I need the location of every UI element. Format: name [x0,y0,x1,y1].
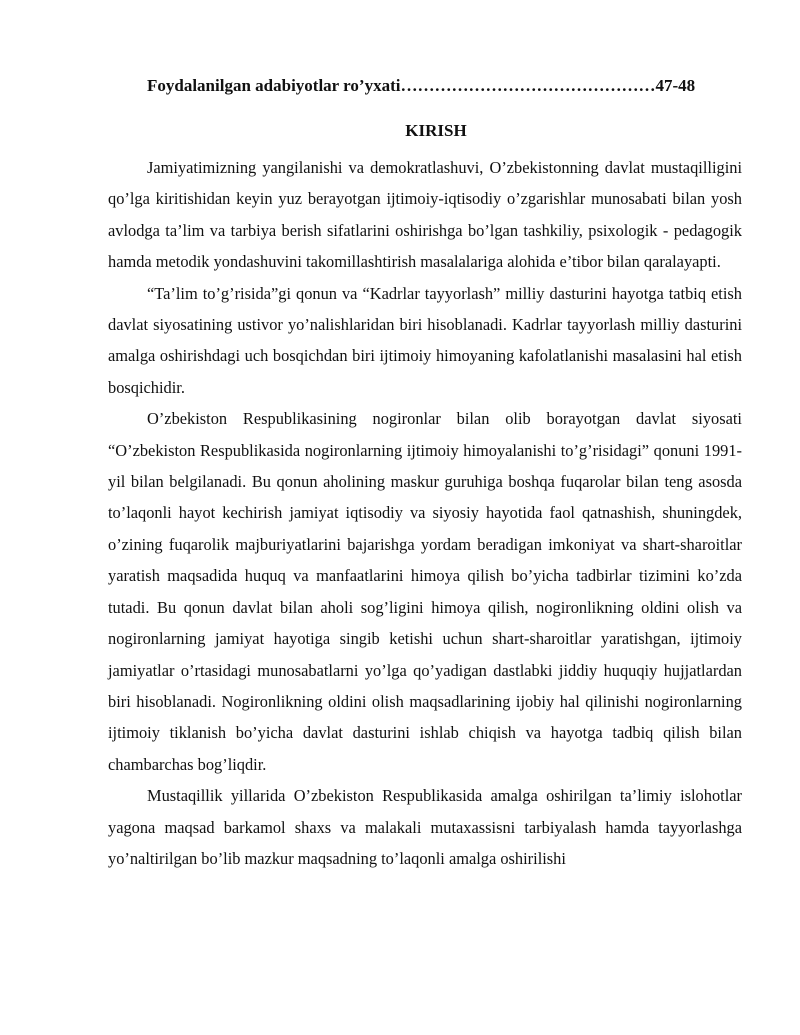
paragraph-1: Jamiyatimizning yangilanishi va demokratlashuvi, O’zbekistonning davlat mustaqilligini qo’lga kiritishidan keyin yuz berayotgan ijtimoiy-iqtisodiy o’zgarishlar munosabati bilan yosh avlodga ta’lim va tarbiya berish sifatlarini oshirishga bo’lgan tashkiliy, psixologik - pedagogik hamda metodik yondashuvini takomillashtirish masalalariga alohida e’tibor bilan qaralayapti. [108,158,742,272]
paragraph-2: “Ta’lim to’g’risida”gi qonun va “Kadrlar tayyorlash” milliy dasturini hayotga tatbiq etish davlat siyosatining ustivor yo’nalishlaridan biri hisoblanadi. Kadrlar tayyorlash milliy dasturini amalga oshirishdagi uch bosqichdan biri ijtimoiy himoyaning kafolatlanishi masalasini hal etish bosqichidir. [108,283,742,397]
section-heading: KIRISH [405,121,467,140]
document-page [108,70,742,874]
paragraph-3: O’zbekiston Respublikasining nogironlar bilan olib borayotgan davlat siyosati “O’zbekiston Respublikasida nogironlarning ijtimoiy himoyalanishi to’g’risidagi” qonuni 1991-yil bilan belgilanadi. Bu qonun aholining maskur guruhiga boshqa fuqarolar bilan teng asosda to’laqonli hayot kechirish jamiyat iqtisodiy va siyosiy hayotida faol qatnashish, shuningdek, o’zining fuqarolik majburiyatlarini bajarishga yordam beradigan imkoniyat va shart-sharoitlar yaratish maqsadida huquq va manfaatlarini himoya qilish bo’yicha tadbirlar tizimini ko’zda tutadi. Bu qonun davlat bilan aholi sog’ligini himoya qilish, nogironlikning oldini olish va nogironlarning jamiyat hayotiga singib ketishi uchun shart-sharoitlar yaratishgan, ijtimoiy jamiyatlar o’rtasidagi munosabatlarni yo’lga qo’yadigan dastlabki jiddiy huquqiy hujjatlardan biri hisoblanadi. Nogironlikning oldini olish maqsadlarining ijobiy hal qilinishi nogironlarning ijtimoiy tiklanish bo’yicha davlat dasturini ishlab chiqish va hayotga tadbiq qilish bilan chambarchas bog’liqdir. [108,409,742,774]
toc-entry: Foydalanilgan adabiyotlar ro’yxati………………………………………47-48 [147,76,696,95]
paragraph-4: Mustaqillik yillarida O’zbekiston Respublikasida amalga oshirilgan ta’limiy islohotlar yagona maqsad barkamol shaxs va malakali mutaxassisni tarbiyalash hamda tayyorlashga yo’naltirilgan bo’lib mazkur maqsadning to’laqonli amalga oshirilishi [108,786,742,868]
